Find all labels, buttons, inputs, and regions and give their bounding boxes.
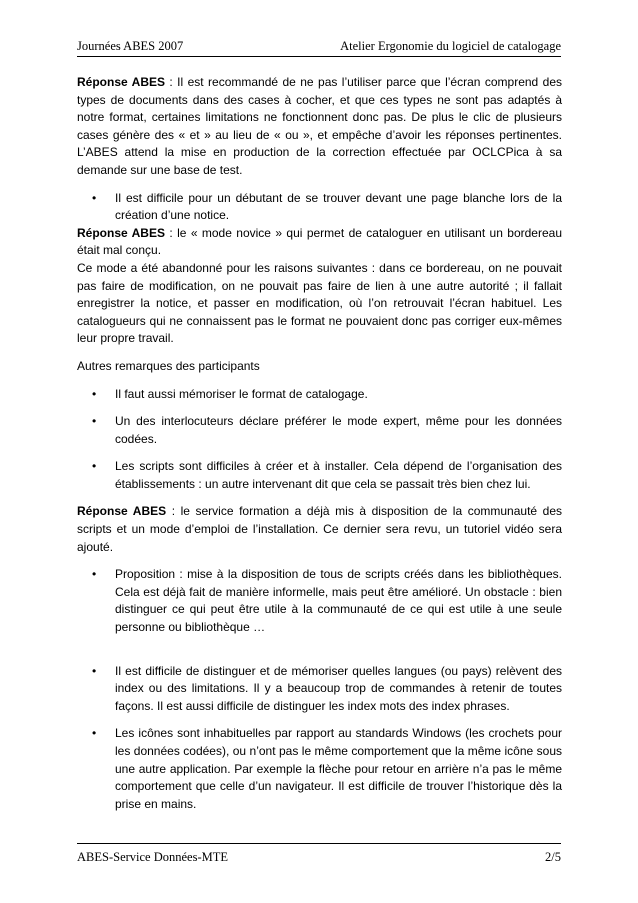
paragraph-text: : le « mode novice » qui permet de cataloguer en utilisant un bordereau était mal conçu. xyxy=(77,225,562,258)
list-item-text: Il faut aussi mémoriser le format de catalogage. xyxy=(115,386,368,401)
page-content xyxy=(77,74,562,813)
list-item xyxy=(77,386,562,404)
paragraph-text: : le service formation a déjà mis à disposition de la communauté des scripts et un mode d’emploi de l’installation. Ce dernier sera revu, un tutoriel vidéo sera ajouté. xyxy=(77,504,562,554)
list-item xyxy=(77,413,562,448)
list-item xyxy=(77,190,562,225)
paragraph-response-1 xyxy=(77,74,562,180)
list-item-text: Proposition : mise à la disposition de tous de scripts créés dans les bibliothèques. Cela est déjà fait de manière informelle, mais peut être amélioré. Un obstacle : bien distinguer ce qui peut être utile à la communauté de ce qui est utile à une seule personne ou bibliothèque … xyxy=(115,567,562,635)
bullet-icon: • xyxy=(92,386,97,401)
paragraph-response-3 xyxy=(77,503,562,556)
list-item-text: Les scripts sont difficiles à créer et à installer. Cela dépend de l’organisation des établissements : un autre intervenant dit que cela se passait très bien chez lui. xyxy=(115,459,562,491)
response-label: Réponse ABES xyxy=(77,225,165,240)
bullet-icon: • xyxy=(92,663,97,678)
response-label: Réponse ABES xyxy=(77,75,165,89)
bullet-icon: • xyxy=(92,726,97,741)
list-item-text: Il est difficile pour un débutant de se trouver devant une page blanche lors de la création d’une notice. xyxy=(115,190,562,223)
list-item xyxy=(77,663,562,716)
page-number: 2/5 xyxy=(545,850,561,864)
remarks-title: Autres remarques des participants xyxy=(77,358,260,373)
page-header xyxy=(77,39,561,55)
bullet-icon: • xyxy=(92,190,97,205)
bullet-list-1 xyxy=(77,190,562,225)
list-item xyxy=(77,458,562,493)
list-item-text: Les icônes sont inhabituelles par rapport au standards Windows (les crochets pour les données codées), ou n’ont pas le même comportement que la même icône sous une autre application. Par exemple la flèche pour retour en arrière n’a pas le même comportement que celle d’un navigateur. Il est difficile de trouver l’historique dès la prise en mains. xyxy=(115,726,562,811)
list-item-text: Il est difficile de distinguer et de mémoriser quelles langues (ou pays) relèvent des index ou des limitations. Il y a beaucoup trop de commandes à retenir de toutes façons. Il est aussi difficile de distinguer les index mots des index phrases. xyxy=(115,663,562,713)
bullet-list-2 xyxy=(77,566,562,813)
bullet-icon: • xyxy=(92,459,97,474)
bullet-icon: • xyxy=(92,414,97,429)
paragraph-text: : Il est recommandé de ne pas l’utiliser parce que l’écran comprend des types de documents dans des cases à cocher, et que ces types ne sont pas adaptés à notre format, certaines limitations ne fonctionnent donc pas. De plus le clic de plusieurs cases génère des « et » au lieu de « ou », et empêche d’avoir les réponses pertinentes. L’ABES attend la mise en production de la correction effectuée par OCLCPica à sa demande sur une base de test. xyxy=(77,75,562,177)
list-item-text: Un des interlocuteurs déclare préférer le mode expert, même pour les données codées. xyxy=(115,414,562,446)
paragraph-mode-novice: Ce mode a été abandonné pour les raisons suivantes : dans ce bordereau, on ne pouvait pas faire de modification, on ne pouvait pas faire de lien à une autre autorité ; il fallait enregistrer la notice, et passer en modification, où l’on retrouvait l’écran habituel. Les catalogueurs qui ne connaissent pas le format ne pouvaient donc pas corriger eux-mêmes leur propre travail. xyxy=(77,260,562,346)
response-label: Réponse ABES xyxy=(77,504,167,519)
header-right-text: Atelier Ergonomie du logiciel de catalogage xyxy=(340,39,561,53)
page-footer xyxy=(77,850,561,866)
list-item xyxy=(77,725,562,813)
bullet-icon: • xyxy=(92,567,97,582)
list-item xyxy=(77,566,562,636)
header-left-text: Journées ABES 2007 xyxy=(77,39,184,53)
paragraph-response-2 xyxy=(77,225,562,260)
footer-rule xyxy=(77,843,561,844)
header-rule xyxy=(77,56,561,57)
footer-left-text: ABES-Service Données-MTE xyxy=(77,850,229,864)
bullet-list-remarks xyxy=(77,386,562,494)
